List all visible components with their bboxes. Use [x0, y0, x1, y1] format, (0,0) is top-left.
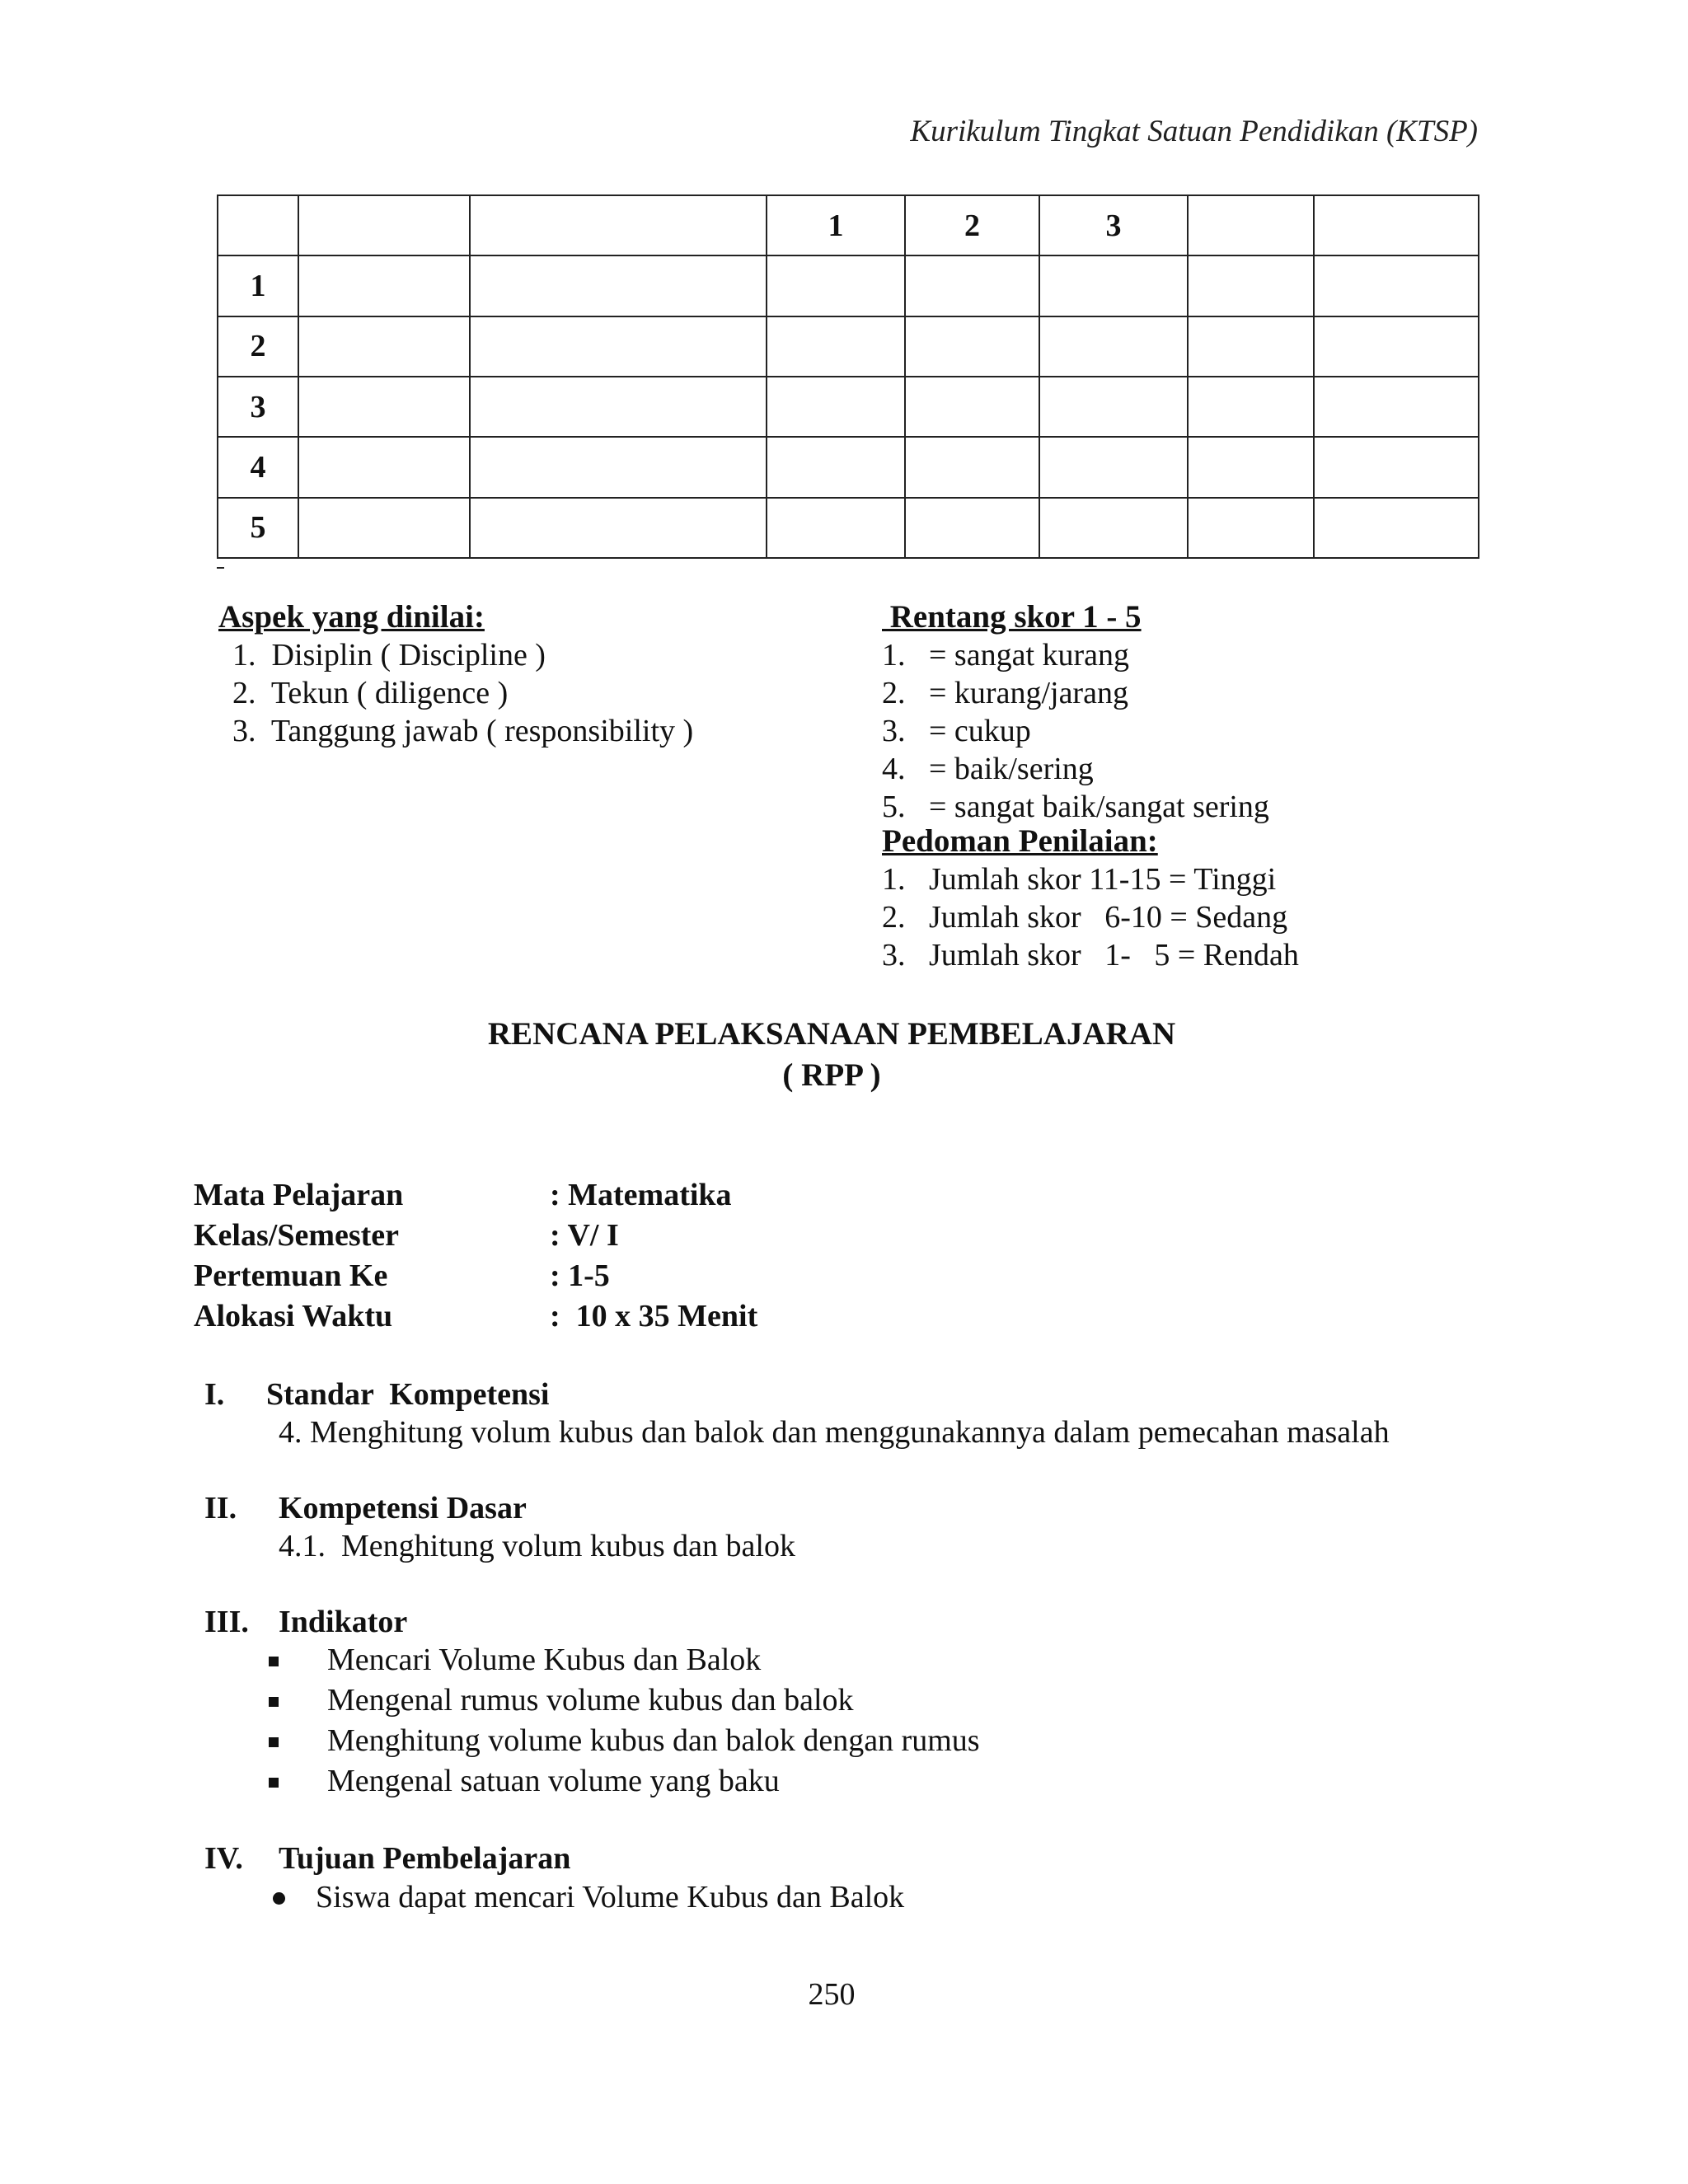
table-cell [767, 316, 905, 377]
table-cell [1039, 377, 1188, 437]
table-header-cell [1314, 195, 1479, 255]
table-cell [767, 377, 905, 437]
section-3-title: Indikator [279, 1605, 408, 1639]
section-4-title: Tujuan Pembelajaran [279, 1841, 571, 1876]
table-cell [298, 255, 470, 316]
table-row [218, 316, 1479, 377]
table-cell [1314, 377, 1479, 437]
section-2-numeral: II. [204, 1491, 237, 1526]
info-label-pertemuan: Pertemuan Ke [194, 1258, 388, 1293]
rentang-title: Rentang skor 1 - 5 [882, 599, 1142, 635]
table-row [218, 377, 1479, 437]
page-number: 250 [808, 1977, 856, 2012]
table-cell [298, 316, 470, 377]
running-header: Kurikulum Tingkat Satuan Pendidikan (KTSP) [910, 115, 1478, 148]
square-bullet-icon [269, 1657, 279, 1666]
table-cell [1188, 437, 1314, 497]
table-cell [905, 377, 1039, 437]
table-header-cell [1188, 195, 1314, 255]
list-item: 1. Disiplin ( Discipline ) [232, 638, 546, 673]
list-item: 2. Jumlah skor 6-10 = Sedang [882, 900, 1288, 935]
table-row [218, 437, 1479, 497]
table-cell [1314, 316, 1479, 377]
section-1-numeral: I. [204, 1377, 225, 1412]
section-2-title: Kompetensi Dasar [279, 1491, 527, 1526]
table-header-cell [470, 195, 767, 255]
table-cell [905, 437, 1039, 497]
table-cell [1039, 316, 1188, 377]
table-cell [1188, 255, 1314, 316]
tujuan-text: Siswa dapat mencari Volume Kubus dan Balok [316, 1880, 905, 1915]
row-number: 4 [218, 437, 298, 497]
info-value-alokasi-waktu: : 10 x 35 Menit [550, 1299, 758, 1333]
table-cell [1188, 316, 1314, 377]
pedoman-title: Pedoman Penilaian: [882, 823, 1158, 859]
round-bullet-icon [273, 1892, 285, 1905]
table-cell [470, 255, 767, 316]
indikator-text: Menghitung volume kubus dan balok dengan rumus [327, 1723, 980, 1758]
list-item: 4. = baik/sering [882, 752, 1094, 786]
list-item: 3. Tanggung jawab ( responsibility ) [232, 714, 694, 748]
section-4-numeral: IV. [204, 1841, 243, 1876]
table-cell [1314, 437, 1479, 497]
table-cell [1039, 437, 1188, 497]
row-number: 5 [218, 498, 298, 558]
row-number: 3 [218, 377, 298, 437]
aspek-list [232, 636, 693, 750]
list-item: 5. = sangat baik/sangat sering [882, 790, 1269, 824]
table-header-cell: 2 [905, 195, 1039, 255]
table-cell [470, 437, 767, 497]
stray-tick-mark [217, 567, 224, 569]
list-item [273, 1879, 1097, 1919]
section-1-text: 4. Menghitung volum kubus dan balok dan menggunakannya dalam pemecahan masalah [279, 1415, 1390, 1450]
table-cell [298, 377, 470, 437]
list-item: 2. Tekun ( diligence ) [232, 676, 509, 710]
list-item: 2. = kurang/jarang [882, 676, 1128, 710]
table-cell [1314, 255, 1479, 316]
table-cell [905, 498, 1039, 558]
info-label-kelas-semester: Kelas/Semester [194, 1218, 400, 1253]
table-header-cell: 3 [1039, 195, 1188, 255]
table-cell [1039, 255, 1188, 316]
table-cell [470, 498, 767, 558]
list-item: 1. Jumlah skor 11-15 = Tinggi [882, 862, 1277, 897]
info-label-mata-pelajaran: Mata Pelajaran [194, 1178, 404, 1212]
info-value-kelas-semester: : V/ I [550, 1218, 619, 1253]
indikator-text: Mengenal rumus volume kubus dan balok [327, 1683, 854, 1718]
table-cell [470, 316, 767, 377]
section-1-title: Standar Kompetensi [266, 1377, 550, 1412]
info-value-mata-pelajaran: : Matematika [550, 1178, 732, 1212]
table-cell [767, 498, 905, 558]
section-3-numeral: III. [204, 1605, 249, 1639]
table-cell [1188, 377, 1314, 437]
indikator-text: Mengenal satuan volume yang baku [327, 1764, 780, 1798]
assessment-table [217, 194, 1479, 559]
table-cell [767, 437, 905, 497]
table-cell [905, 255, 1039, 316]
row-number: 2 [218, 316, 298, 377]
table-header-cell [218, 195, 298, 255]
table-cell [1039, 498, 1188, 558]
info-label-alokasi-waktu: Alokasi Waktu [194, 1299, 393, 1333]
table-cell [1188, 498, 1314, 558]
table-cell [1314, 498, 1479, 558]
section-2-text: 4.1. Menghitung volum kubus dan balok [279, 1529, 795, 1563]
table-header-cell: 1 [767, 195, 905, 255]
square-bullet-icon [269, 1697, 279, 1707]
aspek-title: Aspek yang dinilai: [218, 599, 485, 635]
table-cell [470, 377, 767, 437]
table-row [218, 255, 1479, 316]
table-header-cell [298, 195, 470, 255]
rpp-title: RENCANA PELAKSANAAN PEMBELAJARAN [487, 1016, 1176, 1052]
table-header-row [218, 195, 1479, 255]
row-number: 1 [218, 255, 298, 316]
list-item: 3. = cukup [882, 714, 1031, 748]
list-item: 1. = sangat kurang [882, 638, 1130, 673]
square-bullet-icon [269, 1778, 279, 1788]
list-item: 3. Jumlah skor 1- 5 = Rendah [882, 938, 1299, 972]
rentang-list [882, 636, 1269, 826]
table-cell [767, 255, 905, 316]
info-value-pertemuan: : 1-5 [550, 1258, 610, 1293]
indikator-text: Mencari Volume Kubus dan Balok [327, 1643, 762, 1677]
table-cell [298, 498, 470, 558]
table-cell [905, 316, 1039, 377]
table-row [218, 498, 1479, 558]
table-cell [298, 437, 470, 497]
square-bullet-icon [269, 1737, 279, 1747]
rpp-subtitle: ( RPP ) [782, 1057, 881, 1093]
pedoman-list [882, 860, 1299, 974]
